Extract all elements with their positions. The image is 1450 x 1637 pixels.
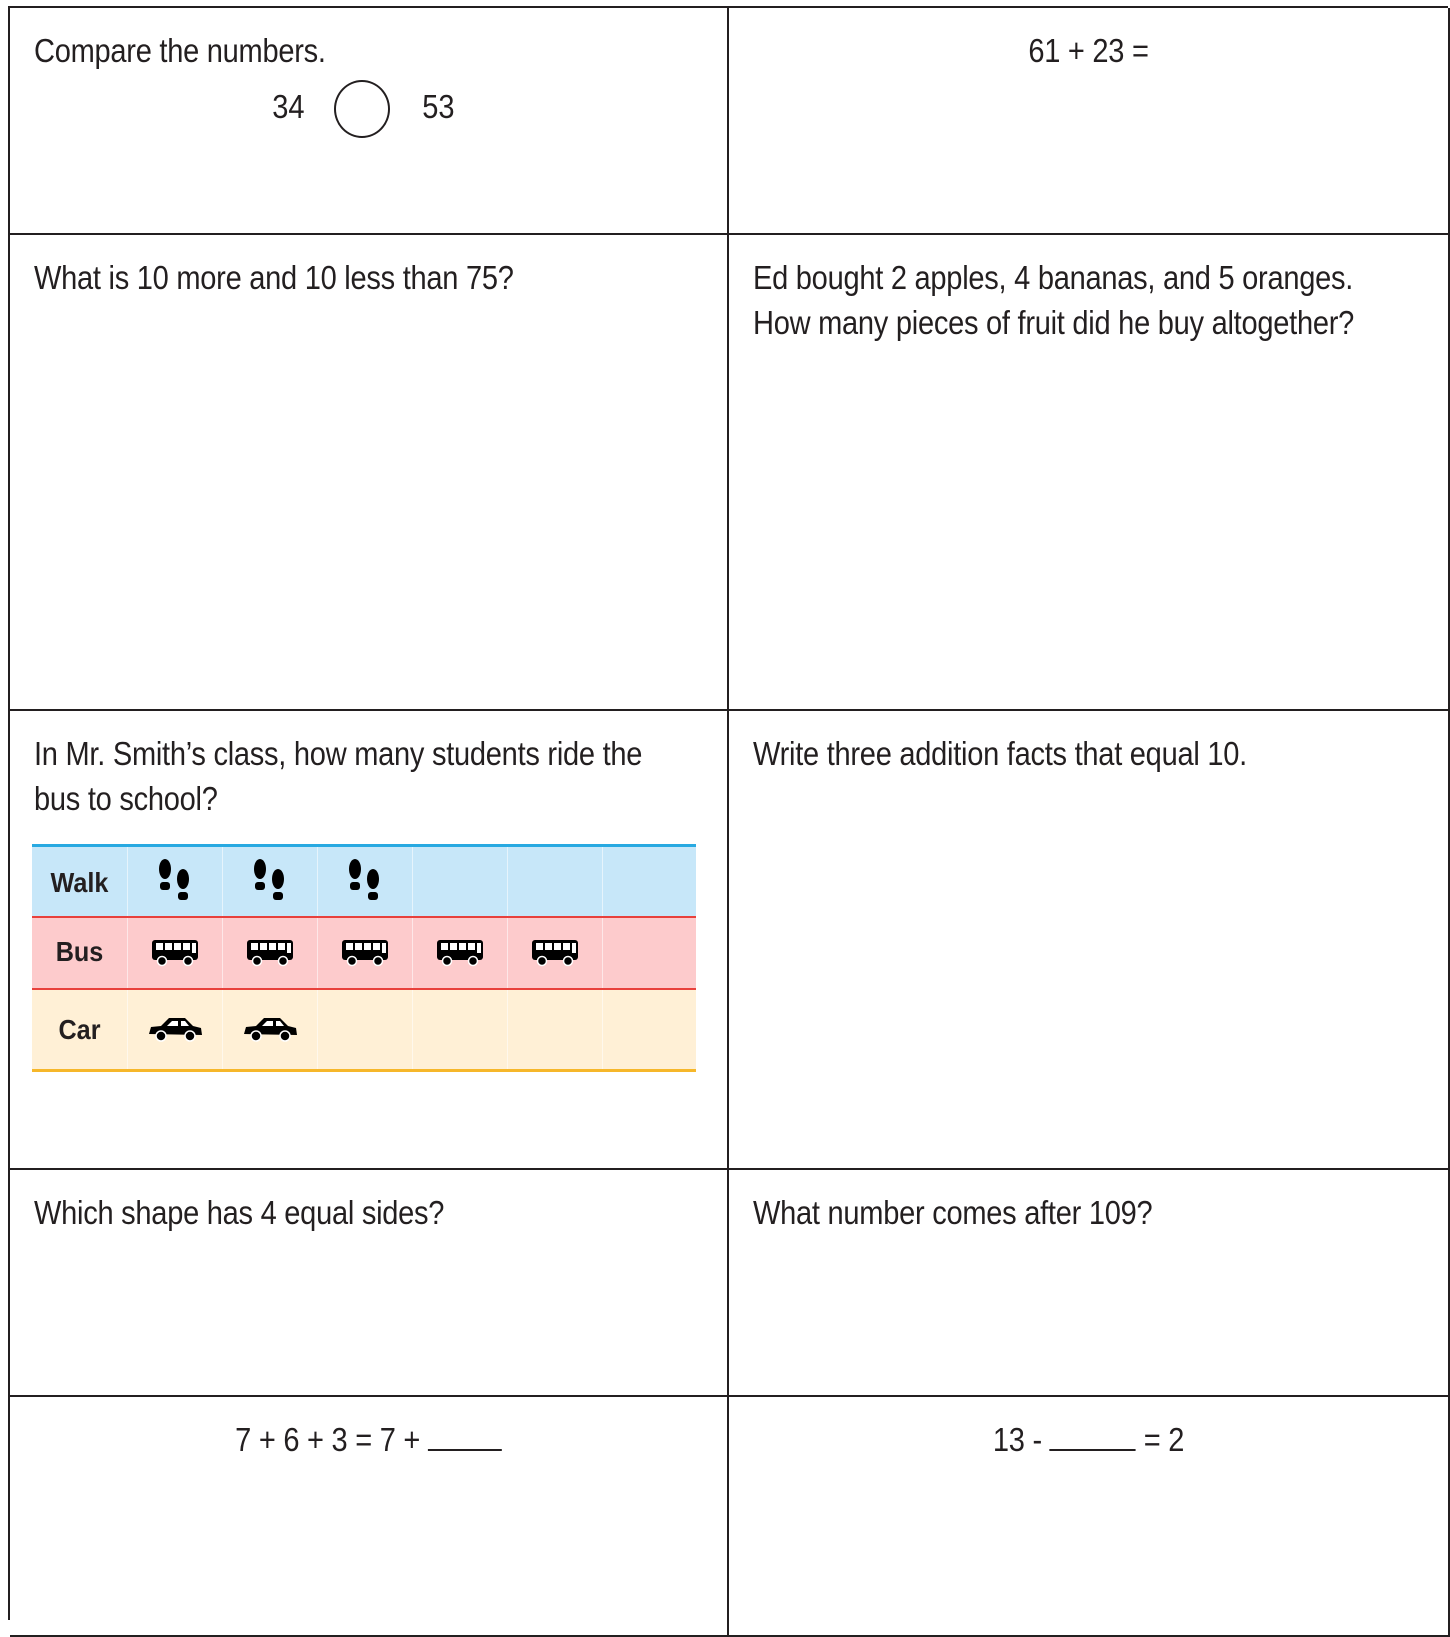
compare-left-number: 34: [272, 88, 305, 125]
missing-answer-blank[interactable]: [1050, 1421, 1136, 1451]
fruit-line-2: How many pieces of fruit did he buy altogether?: [753, 304, 1355, 341]
cell-addition: [729, 8, 1450, 235]
addition-facts-prompt: Write three addition facts that equal 10.: [753, 735, 1247, 772]
addition-equation: 61 + 23 =: [1028, 32, 1149, 69]
pictograph-column-divider: [127, 918, 128, 988]
cell-shape: [10, 1170, 729, 1397]
pictograph-column-divider: [222, 990, 223, 1069]
cell-pictograph: [10, 711, 729, 1170]
after-prompt: What number comes after 109?: [753, 1194, 1153, 1231]
fruit-line-1: Ed bought 2 apples, 4 bananas, and 5 oranges.: [753, 259, 1354, 296]
pictograph-column-divider: [317, 847, 318, 916]
shape-prompt: Which shape has 4 equal sides?: [34, 1194, 445, 1231]
pictograph-column-divider: [127, 990, 128, 1069]
row-label-bus: Bus: [55, 936, 104, 967]
pictograph: [32, 844, 696, 1072]
bus-icon: [150, 938, 200, 973]
bus-icon: [245, 938, 295, 973]
pictograph-column-divider: [602, 918, 603, 988]
footprints-icon: [345, 857, 385, 914]
pictograph-column-divider: [507, 918, 508, 988]
pictograph-column-divider: [317, 990, 318, 1069]
pictograph-prompt: [34, 731, 642, 821]
pictograph-column-divider: [317, 918, 318, 988]
pictograph-column-divider: [412, 990, 413, 1069]
cell-addition-facts: [729, 711, 1450, 1170]
pictograph-column-divider: [412, 918, 413, 988]
bus-icon: [340, 938, 390, 973]
pictograph-column-divider: [222, 918, 223, 988]
footprints-icon: [250, 857, 290, 914]
row-label-walk: Walk: [50, 867, 109, 898]
pictograph-column-divider: [507, 990, 508, 1069]
cell-compare: [10, 8, 729, 235]
missing-left: 13 -: [992, 1421, 1042, 1458]
pictograph-column-divider: [222, 847, 223, 916]
cell-after: [729, 1170, 1450, 1397]
compare-answer-circle[interactable]: [334, 80, 390, 138]
bus-icon: [530, 938, 580, 973]
pictograph-row-bus: [32, 918, 696, 990]
car-icon: [145, 1014, 205, 1049]
missing-right: = 2: [1143, 1421, 1185, 1458]
pictograph-column-divider: [602, 847, 603, 916]
compare-prompt: Compare the numbers.: [34, 32, 326, 69]
pictograph-column-divider: [507, 847, 508, 916]
pictograph-row-car: [32, 990, 696, 1072]
cell-associative: [10, 1397, 729, 1637]
car-icon: [240, 1014, 300, 1049]
cell-more-less: [10, 235, 729, 711]
cell-missing: [729, 1397, 1450, 1637]
more-less-prompt: What is 10 more and 10 less than 75?: [34, 259, 514, 296]
associative-left: 7 + 6 + 3 = 7 +: [235, 1421, 421, 1458]
pictograph-column-divider: [127, 847, 128, 916]
pictograph-row-walk: [32, 844, 696, 918]
row-label-car: Car: [58, 1014, 101, 1045]
associative-answer-blank[interactable]: [428, 1421, 502, 1451]
compare-right-number: 53: [422, 88, 455, 125]
cell-fruit: [729, 235, 1450, 711]
footprints-icon: [155, 857, 195, 914]
pictograph-line-1: In Mr. Smith’s class, how many students ride the: [34, 735, 643, 772]
pictograph-column-divider: [602, 990, 603, 1069]
pictograph-column-divider: [412, 847, 413, 916]
associative-equation: [53, 1417, 684, 1462]
fruit-prompt: [753, 255, 1354, 345]
bus-icon: [435, 938, 485, 973]
question-grid: [8, 6, 1448, 1620]
compare-expression: [270, 80, 510, 142]
pictograph-line-2: bus to school?: [34, 780, 218, 817]
missing-equation: [772, 1417, 1405, 1462]
